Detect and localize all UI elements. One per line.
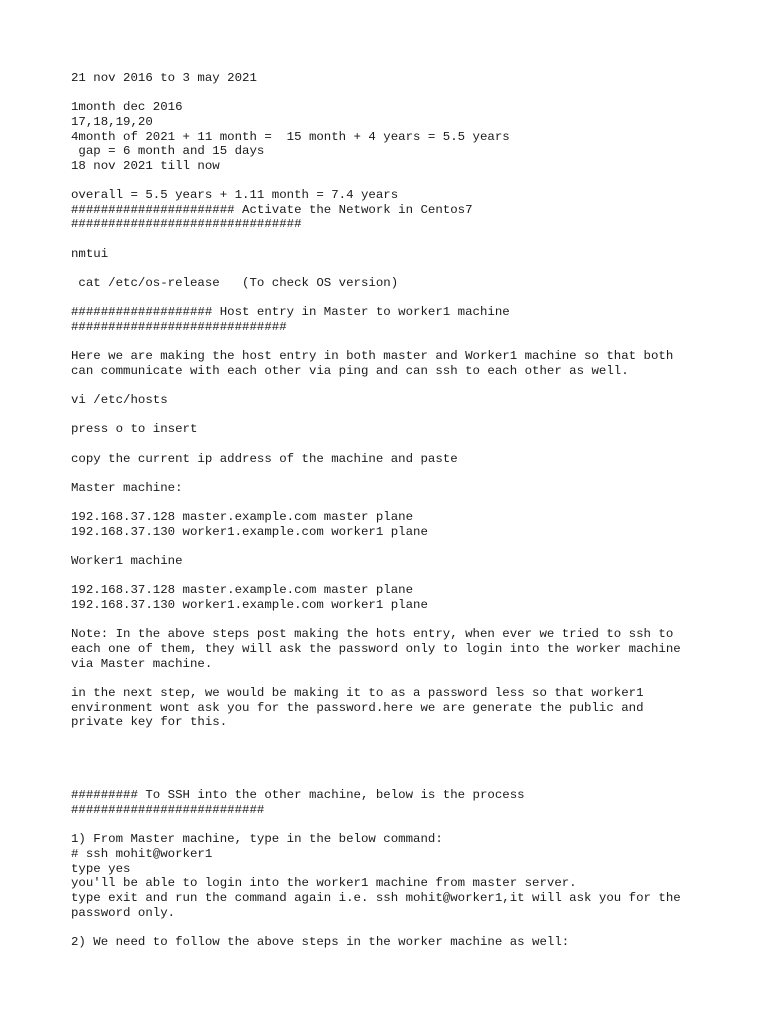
blank-line	[71, 466, 731, 481]
text-line: ######### To SSH into the other machine, below is the process	[71, 788, 525, 803]
text-line: 17,18,19,20	[71, 114, 153, 129]
text-line: via Master machine.	[71, 656, 213, 671]
blank-line	[71, 261, 731, 276]
text-line: 21 nov 2016 to 3 may 2021	[71, 71, 257, 85]
text-line: 192.168.37.130 worker1.example.com worker1 plane	[71, 524, 428, 539]
blank-line	[71, 569, 731, 584]
blank-line	[71, 173, 731, 188]
text-line: 18 nov 2021 till now	[71, 158, 220, 173]
text-line: can communicate with each other via ping and can ssh to each other as well.	[71, 363, 629, 378]
blank-line	[71, 437, 731, 452]
text-line: private key for this.	[71, 715, 228, 730]
text-line: 192.168.37.128 master.example.com master plane	[71, 510, 414, 525]
blank-line	[71, 744, 731, 759]
text-line: 1month dec 2016	[71, 100, 183, 115]
blank-line	[71, 86, 731, 101]
text-line: ################### Host entry in Master to worker1 machine	[71, 305, 510, 320]
text-line: 192.168.37.128 master.example.com master plane	[71, 583, 414, 598]
text-line: type exit and run the command again i.e. ssh mohit@worker1,it will ask you for the	[71, 890, 681, 905]
blank-line	[71, 818, 731, 833]
text-line: ###################### Activate the Network in Centos7	[71, 202, 473, 217]
text-line: Worker1 machine	[71, 554, 183, 569]
blank-line	[71, 730, 731, 745]
text-line: press o to insert	[71, 422, 198, 437]
text-line: copy the current ip address of the machine and paste	[71, 451, 458, 466]
blank-line	[71, 759, 731, 774]
text-line: Master machine:	[71, 480, 183, 495]
blank-line	[71, 335, 731, 350]
text-line: password only.	[71, 905, 176, 920]
blank-line	[71, 291, 731, 306]
blank-line	[71, 232, 731, 247]
text-line: ###############################	[71, 217, 302, 232]
text-line: in the next step, we would be making it to as a password less so that worker1	[71, 685, 644, 700]
text-line: environment wont ask you for the password.here we are generate the public and	[71, 700, 644, 715]
text-line: Here we are making the host entry in both master and Worker1 machine so that both	[71, 349, 674, 364]
text-line: # ssh mohit@worker1	[71, 846, 213, 861]
blank-line	[71, 774, 731, 789]
blank-line	[71, 613, 731, 628]
document-page	[71, 71, 731, 949]
text-line: each one of them, they will ask the password only to login into the worker machine	[71, 641, 681, 656]
text-line: overall = 5.5 years + 1.11 month = 7.4 years	[71, 188, 399, 203]
text-line: gap = 6 month and 15 days	[71, 144, 265, 159]
blank-line	[71, 671, 731, 686]
blank-line	[71, 378, 731, 393]
text-line: you'll be able to login into the worker1 machine from master server.	[71, 876, 577, 891]
text-line: type yes	[71, 861, 131, 876]
blank-line	[71, 496, 731, 511]
text-line: cat /etc/os-release (To check OS version)	[71, 275, 399, 290]
text-line: Note: In the above steps post making the hots entry, when ever we tried to ssh to	[71, 627, 674, 642]
blank-line	[71, 920, 731, 935]
text-line: vi /etc/hosts	[71, 393, 168, 408]
text-line: 4month of 2021 + 11 month = 15 month + 4 years = 5.5 years	[71, 129, 510, 144]
text-line: 2) We need to follow the above steps in the worker machine as well:	[71, 934, 570, 949]
text-line: 1) From Master machine, type in the below command:	[71, 832, 443, 847]
blank-line	[71, 408, 731, 423]
blank-line	[71, 540, 731, 555]
text-line: #############################	[71, 319, 287, 334]
text-line: 192.168.37.130 worker1.example.com worker1 plane	[71, 598, 428, 613]
text-line: nmtui	[71, 246, 109, 261]
text-line: ##########################	[71, 803, 265, 818]
